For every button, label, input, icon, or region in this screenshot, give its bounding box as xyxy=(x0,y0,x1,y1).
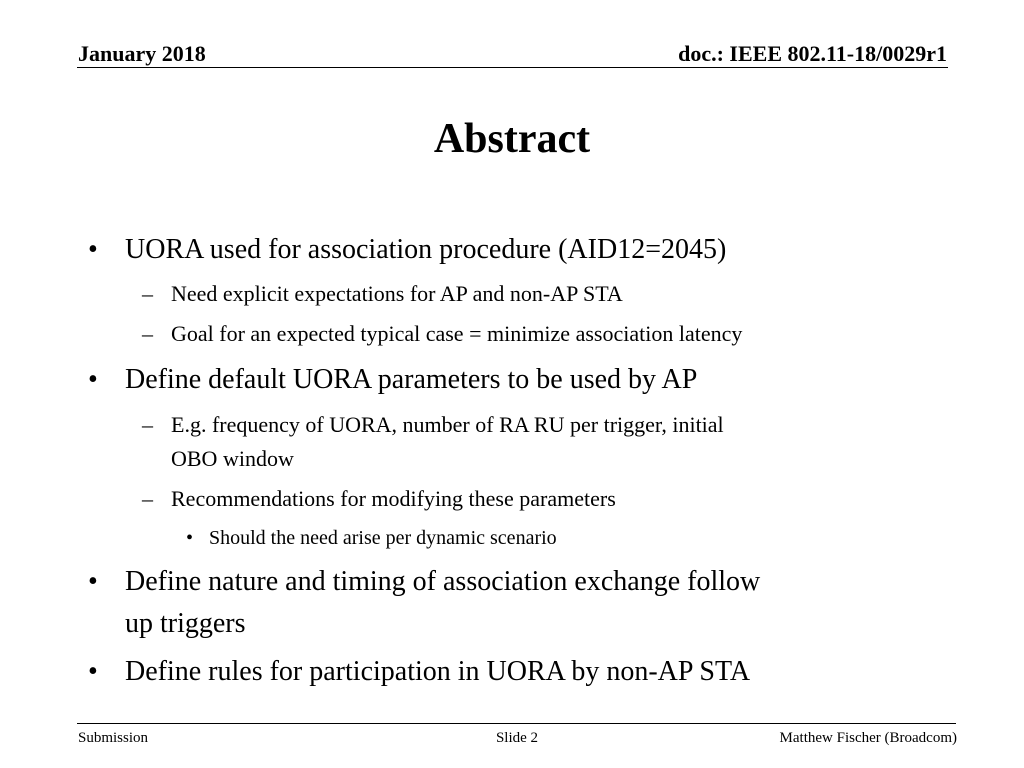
bullet-marker: – xyxy=(142,412,153,437)
bullet-text: Need explicit expectations for AP and non-AP STA xyxy=(171,281,623,306)
footer-divider xyxy=(77,723,956,724)
header-divider xyxy=(77,67,948,68)
bullet-text: E.g. frequency of UORA, number of RA RU per trigger, initial xyxy=(171,412,724,437)
footer-submission: Submission xyxy=(78,730,149,746)
bullet-text: Goal for an expected typical case = minimize association latency xyxy=(171,321,743,346)
bullet-text: Define nature and timing of association exchange follow xyxy=(125,566,761,597)
bullet-marker: • xyxy=(88,234,98,265)
footer-author: Matthew Fischer (Broadcom) xyxy=(779,730,957,746)
bullet-marker: • xyxy=(88,364,98,395)
bullet-text: UORA used for association procedure (AID12=2045) xyxy=(125,234,727,265)
bullet-text: Should the need arise per dynamic scenario xyxy=(209,527,557,549)
footer-slide-number: Slide 2 xyxy=(495,730,539,746)
bullet-marker: • xyxy=(88,566,98,597)
bullet-text: OBO window xyxy=(171,446,294,471)
bullet-marker: • xyxy=(88,656,98,687)
bullet-marker: – xyxy=(142,486,153,511)
bullet-text: Recommendations for modifying these parameters xyxy=(171,486,616,511)
header-doc-id: doc.: IEEE 802.11-18/0029r1 xyxy=(678,41,947,66)
header-date: January 2018 xyxy=(78,41,206,66)
bullet-text: Define rules for participation in UORA by non-AP STA xyxy=(125,656,751,687)
slide-title: Abstract xyxy=(433,116,591,162)
bullet-marker: – xyxy=(142,281,153,306)
bullet-text: up triggers xyxy=(125,608,246,639)
bullet-marker: – xyxy=(142,321,153,346)
bullet-marker: • xyxy=(186,527,194,549)
bullet-text: Define default UORA parameters to be used by AP xyxy=(125,364,698,395)
